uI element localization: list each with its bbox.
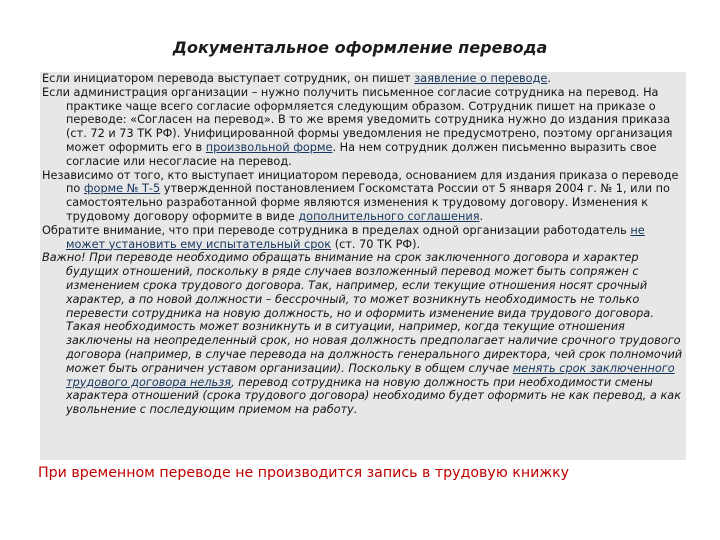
paragraph-text: Если администрация организации – нужно получить письменное согласие сотрудника на перевод. На практике чаще всего согласие оформляется следующим образом. Сотрудник пишет на приказе о переводе: «Согласен на перевод». В то же время уведомить сотрудника нужно до издания приказа (ст. 72 и 73 ТК РФ). Унифицированной формы уведомления не предусмотрено, поэтому организация может оформить его в	[42, 85, 673, 154]
paragraph-text: Если инициатором перевода выступает сотрудник, он пишет	[42, 72, 415, 85]
link-form-t5[interactable]: форме № Т-5	[83, 182, 161, 196]
paragraph-text: утвержденной постановлением Госкомстата России от 5 января 2004 г. № 1, или по самостоятельно разработанной форме являются изменения к трудовому договору. Изменения к трудовому договору оформите в виде	[66, 182, 670, 223]
document-body	[40, 72, 686, 460]
paragraph-initiator-employee	[42, 72, 684, 86]
paragraph-text: .	[479, 209, 484, 223]
paragraph-text: Обратите внимание, что при переводе сотрудника в пределах одной организации работодатель	[42, 223, 631, 237]
paragraph-text: , перевод сотрудника на новую должность при необходимости смены характера отношений (срока трудового договора) необходимо будет оформить не как перевод, а как увольнение с последующим приемом на работу.	[66, 375, 682, 417]
link-arbitrary-form[interactable]: произвольной форме	[205, 140, 333, 154]
link-additional-agreement[interactable]: дополнительного соглашения	[298, 209, 480, 223]
paragraph-text: .	[547, 72, 551, 85]
page-title: Документальное оформление перевода	[172, 38, 548, 57]
paragraph-order-basis	[42, 169, 684, 224]
link-change-contract-term[interactable]: менять срок заключенного трудового договора нельзя	[66, 361, 675, 389]
paragraph-initiator-administration	[42, 86, 684, 169]
link-transfer-application[interactable]: заявление о переводе	[414, 72, 548, 85]
footer-note: При временном переводе не производится запись в трудовую книжку	[38, 465, 570, 481]
paragraph-text: Независимо от того, кто выступает инициатором перевода, основанием для издания приказа о переводе по	[42, 168, 679, 196]
paragraph-probation-note	[42, 224, 684, 252]
paragraph-important	[42, 251, 684, 417]
link-no-probation[interactable]: не может установить ему испытательный срок	[66, 223, 645, 251]
paragraph-text: . На нем сотрудник должен письменно выразить свое согласие или несогласие на перевод.	[66, 140, 657, 168]
paragraph-text: Важно! При переводе необходимо обращать внимание на срок заключенного договора и характер будущих отношений, поскольку в ряде случаев возложенный перевод может быть сопряжен с изменением срока трудового договора. Так, например, если текущие отношения носят срочный характер, а по новой должности – бессрочный, то может возникнуть необходимость не только перевести сотрудника на новую должность, но и оформить изменение вида трудового договора. Такая необходимость может возникнуть и в ситуации, например, когда текущие отношения заключены на неопределенный срок, но новая должность предполагает наличие срочного трудового договора (например, в случае перевода на должность генерального директора, чей срок полномочий может быть ограничен уставом организации). Поскольку в общем случае	[42, 251, 683, 375]
paragraph-text: (ст. 70 ТК РФ).	[331, 237, 421, 251]
